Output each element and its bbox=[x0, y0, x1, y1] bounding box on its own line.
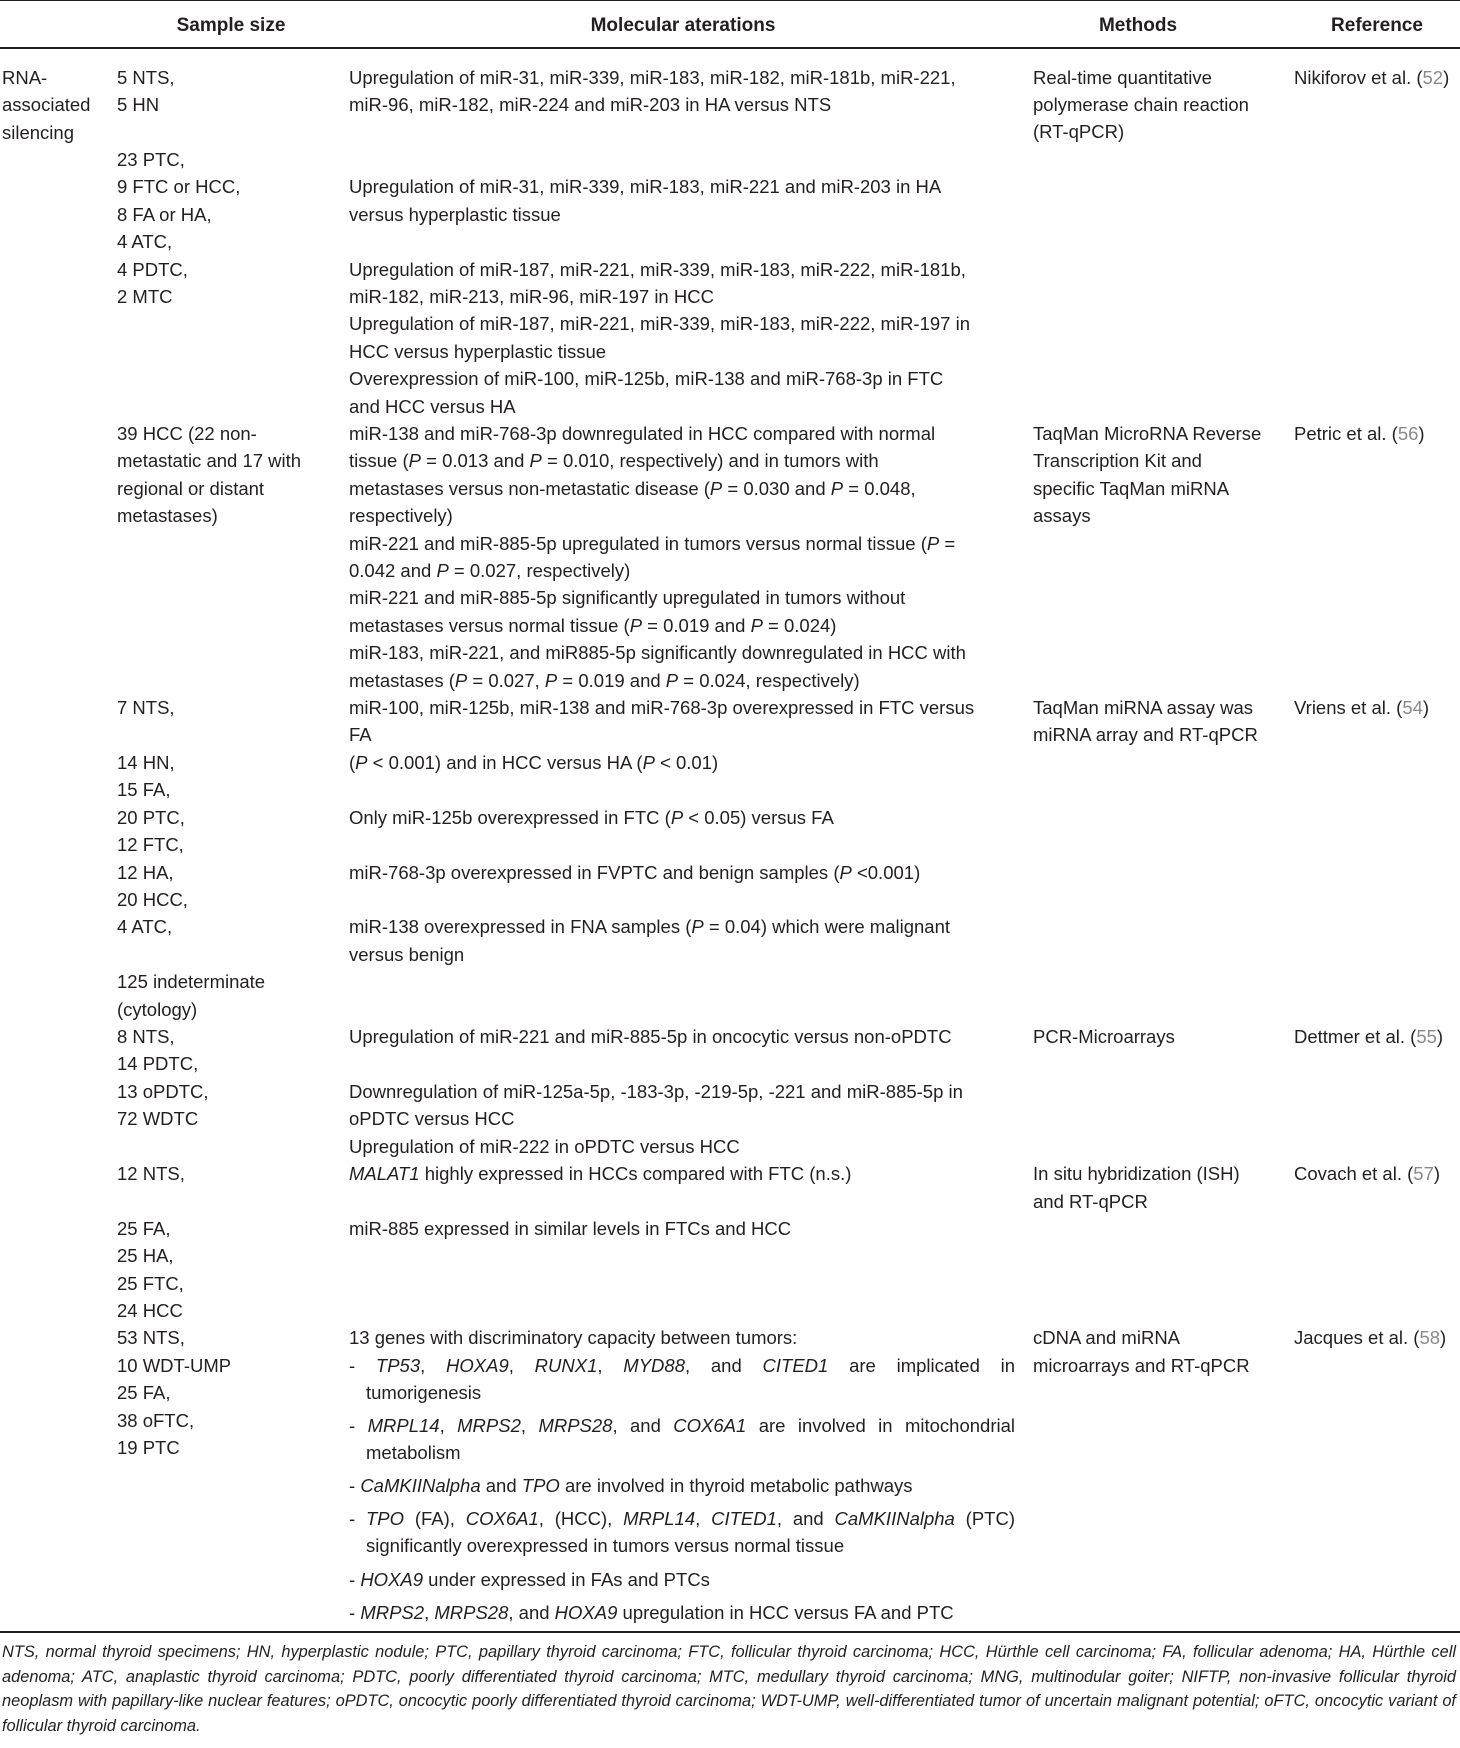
sample-cell: 20 HCC, bbox=[117, 889, 188, 910]
molecular-line: Upregulation of miR-31, miR-339, miR-183, miR-182, miR-181b, miR-221, bbox=[349, 67, 956, 88]
reference-cell[interactable] bbox=[1294, 64, 1449, 91]
reference-number-link[interactable]: 55 bbox=[1416, 1026, 1437, 1047]
sample-cell: 25 FA, bbox=[117, 1382, 171, 1403]
sample-cell: 8 FA or HA, bbox=[117, 204, 212, 225]
sample-cell: 5 HN bbox=[117, 94, 160, 115]
molecular-line: Upregulation of miR-187, miR-221, miR-339, miR-183, miR-222, miR-181b, bbox=[349, 259, 966, 280]
sample-cell: 7 NTS, bbox=[117, 697, 175, 718]
method-line: (RT-qPCR) bbox=[1033, 121, 1125, 142]
gene-bullet: - MRPL14, MRPS2, MRPS28, and COX6A1 are involved in mitochondrial metabolism bbox=[349, 1415, 1015, 1464]
sample-cell: metastases) bbox=[117, 505, 218, 526]
method-line: miRNA array and RT-qPCR bbox=[1033, 724, 1258, 745]
reference-number-link[interactable]: 58 bbox=[1419, 1327, 1441, 1348]
molecular-line: miR-100, miR-125b, miR-138 and miR-768-3p overexpressed in FTC versus bbox=[349, 697, 975, 718]
table-bottom-rule bbox=[0, 1631, 1460, 1633]
sample-cell: 5 NTS, bbox=[117, 67, 175, 88]
molecular-line: respectively) bbox=[349, 505, 453, 526]
molecular-line: miR-96, miR-182, miR-224 and miR-203 in HA versus NTS bbox=[349, 94, 832, 115]
method-line: cDNA and miRNA bbox=[1033, 1327, 1181, 1348]
reference-author: Dettmer et al. ( bbox=[1294, 1026, 1417, 1047]
reference-number-link[interactable]: 57 bbox=[1413, 1163, 1434, 1184]
molecular-line: miR-768-3p overexpressed in FVPTC and benign samples (P <0.001) bbox=[349, 862, 921, 883]
category-cell bbox=[2, 64, 90, 146]
reference-number-link[interactable]: 54 bbox=[1402, 697, 1423, 718]
sample-cell: 125 indeterminate bbox=[117, 971, 266, 992]
molecular-line: Upregulation of miR-222 in oPDTC versus HCC bbox=[349, 1136, 740, 1157]
gene-bullet: - MRPS2, MRPS28, and HOXA9 upregulation in HCC versus FA and PTC bbox=[349, 1602, 954, 1623]
reference-author: Jacques et al. ( bbox=[1294, 1327, 1420, 1348]
molecular-line: metastases versus non-metastatic disease (P = 0.030 and P = 0.048, bbox=[349, 478, 916, 499]
molecular-line: Downregulation of miR-125a-5p, -183-3p, -219-5p, -221 and miR-885-5p in bbox=[349, 1081, 963, 1102]
column-header-reference: Reference bbox=[1331, 15, 1423, 36]
molecular-line: miR-221 and miR-885-5p upregulated in tumors versus normal tissue (P = bbox=[349, 533, 956, 554]
sample-cell: 2 MTC bbox=[117, 286, 173, 307]
molecular-line: Overexpression of miR-100, miR-125b, miR-138 and miR-768-3p in FTC bbox=[349, 368, 944, 389]
reference-number-link[interactable]: 52 bbox=[1422, 67, 1444, 88]
reference-close: ) bbox=[1443, 67, 1450, 88]
sample-cell: 12 FTC, bbox=[117, 834, 184, 855]
method-line: In situ hybridization (ISH) bbox=[1033, 1163, 1240, 1184]
sample-cell: 14 PDTC, bbox=[117, 1053, 199, 1074]
sample-cell: 10 WDT-UMP bbox=[117, 1355, 232, 1376]
method-line: assays bbox=[1033, 505, 1091, 526]
method-line: polymerase chain reaction bbox=[1033, 94, 1249, 115]
molecular-line: miR-138 overexpressed in FNA samples (P = 0.04) which were malignant bbox=[349, 916, 951, 937]
header-bottom-rule bbox=[0, 47, 1460, 49]
method-line: TaqMan MicroRNA Reverse bbox=[1033, 423, 1262, 444]
reference-cell[interactable] bbox=[1294, 420, 1425, 447]
reference-author: Petric et al. ( bbox=[1294, 423, 1398, 444]
table-footnote: NTS, normal thyroid specimens; HN, hyperplastic nodule; PTC, papillary thyroid carcinoma; FTC, follicular thyroid carcinoma; HCC, Hürthle cell carcinoma; FA, follicular adenoma; HA, Hürthle cell adenoma; ATC, anaplastic thyroid carcinoma; PDTC, poorly differentiated thyroid carcinoma; MTC, medullary thyroid carcinoma; MNG, multinodular goiter; NIFTP, non-invasive follicular thyroid neoplasm with papillary-like nuclear features; oPDTC, oncocytic poorly differentiated thyroid carcinoma; WDT-UMP, well-differentiated tumor of uncertain malignant potential; oFTC, oncocytic variant of follicular thyroid carcinoma. bbox=[2, 1643, 1456, 1735]
category-line: associated bbox=[2, 94, 91, 116]
sample-cell: 25 FTC, bbox=[117, 1273, 184, 1294]
molecular-line: HCC versus hyperplastic tissue bbox=[349, 341, 607, 362]
sample-cell: 8 NTS, bbox=[117, 1026, 175, 1047]
sample-cell: 20 PTC, bbox=[117, 807, 185, 828]
sample-cell: 4 ATC, bbox=[117, 916, 173, 937]
reference-author: Covach et al. ( bbox=[1294, 1163, 1414, 1184]
molecular-line: FA bbox=[349, 724, 372, 745]
column-header-sample-size: Sample size bbox=[176, 15, 286, 36]
method-line: microarrays and RT-qPCR bbox=[1033, 1355, 1250, 1376]
reference-author: Vriens et al. ( bbox=[1294, 697, 1403, 718]
sample-cell: 24 HCC bbox=[117, 1300, 183, 1321]
method-line: TaqMan miRNA assay was bbox=[1033, 697, 1254, 718]
gene-bullet: - TP53, HOXA9, RUNX1, MYD88, and CITED1 are implicated in tumorigenesis bbox=[349, 1355, 1016, 1404]
sample-cell: 4 ATC, bbox=[117, 231, 173, 252]
sample-cell: 25 HA, bbox=[117, 1245, 174, 1266]
gene-bullet: - TPO (FA), COX6A1, (HCC), MRPL14, CITED1, and CaMKIINalpha (PTC) significantly overexpressed in tumors versus normal tissue bbox=[349, 1508, 1015, 1557]
method-line: Real-time quantitative bbox=[1033, 67, 1212, 88]
category-line: silencing bbox=[2, 121, 74, 143]
table-top-rule bbox=[0, 0, 1460, 1]
sample-cell: 14 HN, bbox=[117, 752, 175, 773]
molecular-line: 13 genes with discriminatory capacity between tumors: bbox=[349, 1327, 798, 1348]
sample-cell: 15 FA, bbox=[117, 779, 171, 800]
molecular-line: metastases (P = 0.027, P = 0.019 and P = 0.024, respectively) bbox=[349, 670, 860, 691]
molecular-line: Upregulation of miR-187, miR-221, miR-339, miR-183, miR-222, miR-197 in bbox=[349, 313, 970, 334]
sample-cell: (cytology) bbox=[117, 999, 198, 1020]
sample-cell: 13 oPDTC, bbox=[117, 1081, 209, 1102]
method-line: Transcription Kit and bbox=[1033, 450, 1202, 471]
molecular-line: (P < 0.001) and in HCC versus HA (P < 0.01) bbox=[349, 752, 719, 773]
molecular-line: miR-183, miR-221, and miR885-5p significantly downregulated in HCC with bbox=[349, 642, 966, 663]
molecular-line: Upregulation of miR-31, miR-339, miR-183, miR-221 and miR-203 in HA bbox=[349, 176, 942, 197]
molecular-line: oPDTC versus HCC bbox=[349, 1108, 515, 1129]
sample-cell: metastatic and 17 with bbox=[117, 450, 302, 471]
reference-cell[interactable] bbox=[1294, 1160, 1440, 1187]
sample-cell: 72 WDTC bbox=[117, 1108, 199, 1129]
column-header-methods: Methods bbox=[1098, 15, 1178, 36]
molecular-line: 0.042 and P = 0.027, respectively) bbox=[349, 560, 631, 581]
reference-close: ) bbox=[1436, 1026, 1444, 1047]
reference-number-link[interactable]: 56 bbox=[1397, 423, 1419, 444]
molecular-line: versus benign bbox=[349, 944, 465, 965]
reference-cell[interactable] bbox=[1294, 1324, 1446, 1351]
sample-cell: 53 NTS, bbox=[117, 1327, 185, 1348]
sample-cell: 39 HCC (22 non- bbox=[117, 423, 257, 444]
sample-cell: 9 FTC or HCC, bbox=[117, 176, 241, 197]
reference-close: ) bbox=[1433, 1163, 1441, 1184]
gene-bullet: - CaMKIINalpha and TPO are involved in thyroid metabolic pathways bbox=[349, 1475, 913, 1496]
method-line: specific TaqMan miRNA bbox=[1033, 478, 1230, 499]
molecular-line: Upregulation of miR-221 and miR-885-5p in oncocytic versus non-oPDTC bbox=[349, 1026, 952, 1047]
molecular-line: miR-221 and miR-885-5p significantly upregulated in tumors without bbox=[349, 587, 906, 608]
sample-cell: 19 PTC bbox=[117, 1437, 180, 1458]
sample-cell: 12 HA, bbox=[117, 862, 174, 883]
method-line: PCR-Microarrays bbox=[1033, 1026, 1175, 1047]
sample-cell: 12 NTS, bbox=[117, 1163, 185, 1184]
molecular-line: Only miR-125b overexpressed in FTC (P < 0.05) versus FA bbox=[349, 807, 834, 828]
sample-cell: 25 FA, bbox=[117, 1218, 171, 1239]
sample-cell: 38 oFTC, bbox=[117, 1410, 195, 1431]
reference-close: ) bbox=[1440, 1327, 1447, 1348]
sample-cell: regional or distant bbox=[117, 478, 265, 499]
reference-close: ) bbox=[1422, 697, 1430, 718]
sample-cell: 23 PTC, bbox=[117, 149, 185, 170]
category-line: RNA- bbox=[2, 67, 48, 88]
reference-cell[interactable] bbox=[1294, 1023, 1443, 1050]
reference-cell[interactable] bbox=[1294, 694, 1429, 721]
reference-close: ) bbox=[1418, 423, 1425, 444]
molecular-line: versus hyperplastic tissue bbox=[349, 204, 561, 225]
molecular-line: and HCC versus HA bbox=[349, 396, 516, 417]
molecular-line: MALAT1 highly expressed in HCCs compared with FTC (n.s.) bbox=[349, 1163, 852, 1184]
method-line: and RT-qPCR bbox=[1033, 1191, 1148, 1212]
molecular-line: miR-138 and miR-768-3p downregulated in HCC compared with normal bbox=[349, 423, 936, 444]
reference-author: Nikiforov et al. ( bbox=[1294, 67, 1423, 88]
gene-bullet: - HOXA9 under expressed in FAs and PTCs bbox=[349, 1569, 710, 1590]
molecular-line: tissue (P = 0.013 and P = 0.010, respectively) and in tumors with bbox=[349, 450, 879, 471]
column-header-molecular-alterations: Molecular aterations bbox=[590, 15, 776, 36]
sample-cell: 4 PDTC, bbox=[117, 259, 188, 280]
molecular-line: metastases versus normal tissue (P = 0.019 and P = 0.024) bbox=[349, 615, 837, 636]
molecular-line: miR-885 expressed in similar levels in FTCs and HCC bbox=[349, 1218, 792, 1239]
molecular-line: miR-182, miR-213, miR-96, miR-197 in HCC bbox=[349, 286, 714, 307]
